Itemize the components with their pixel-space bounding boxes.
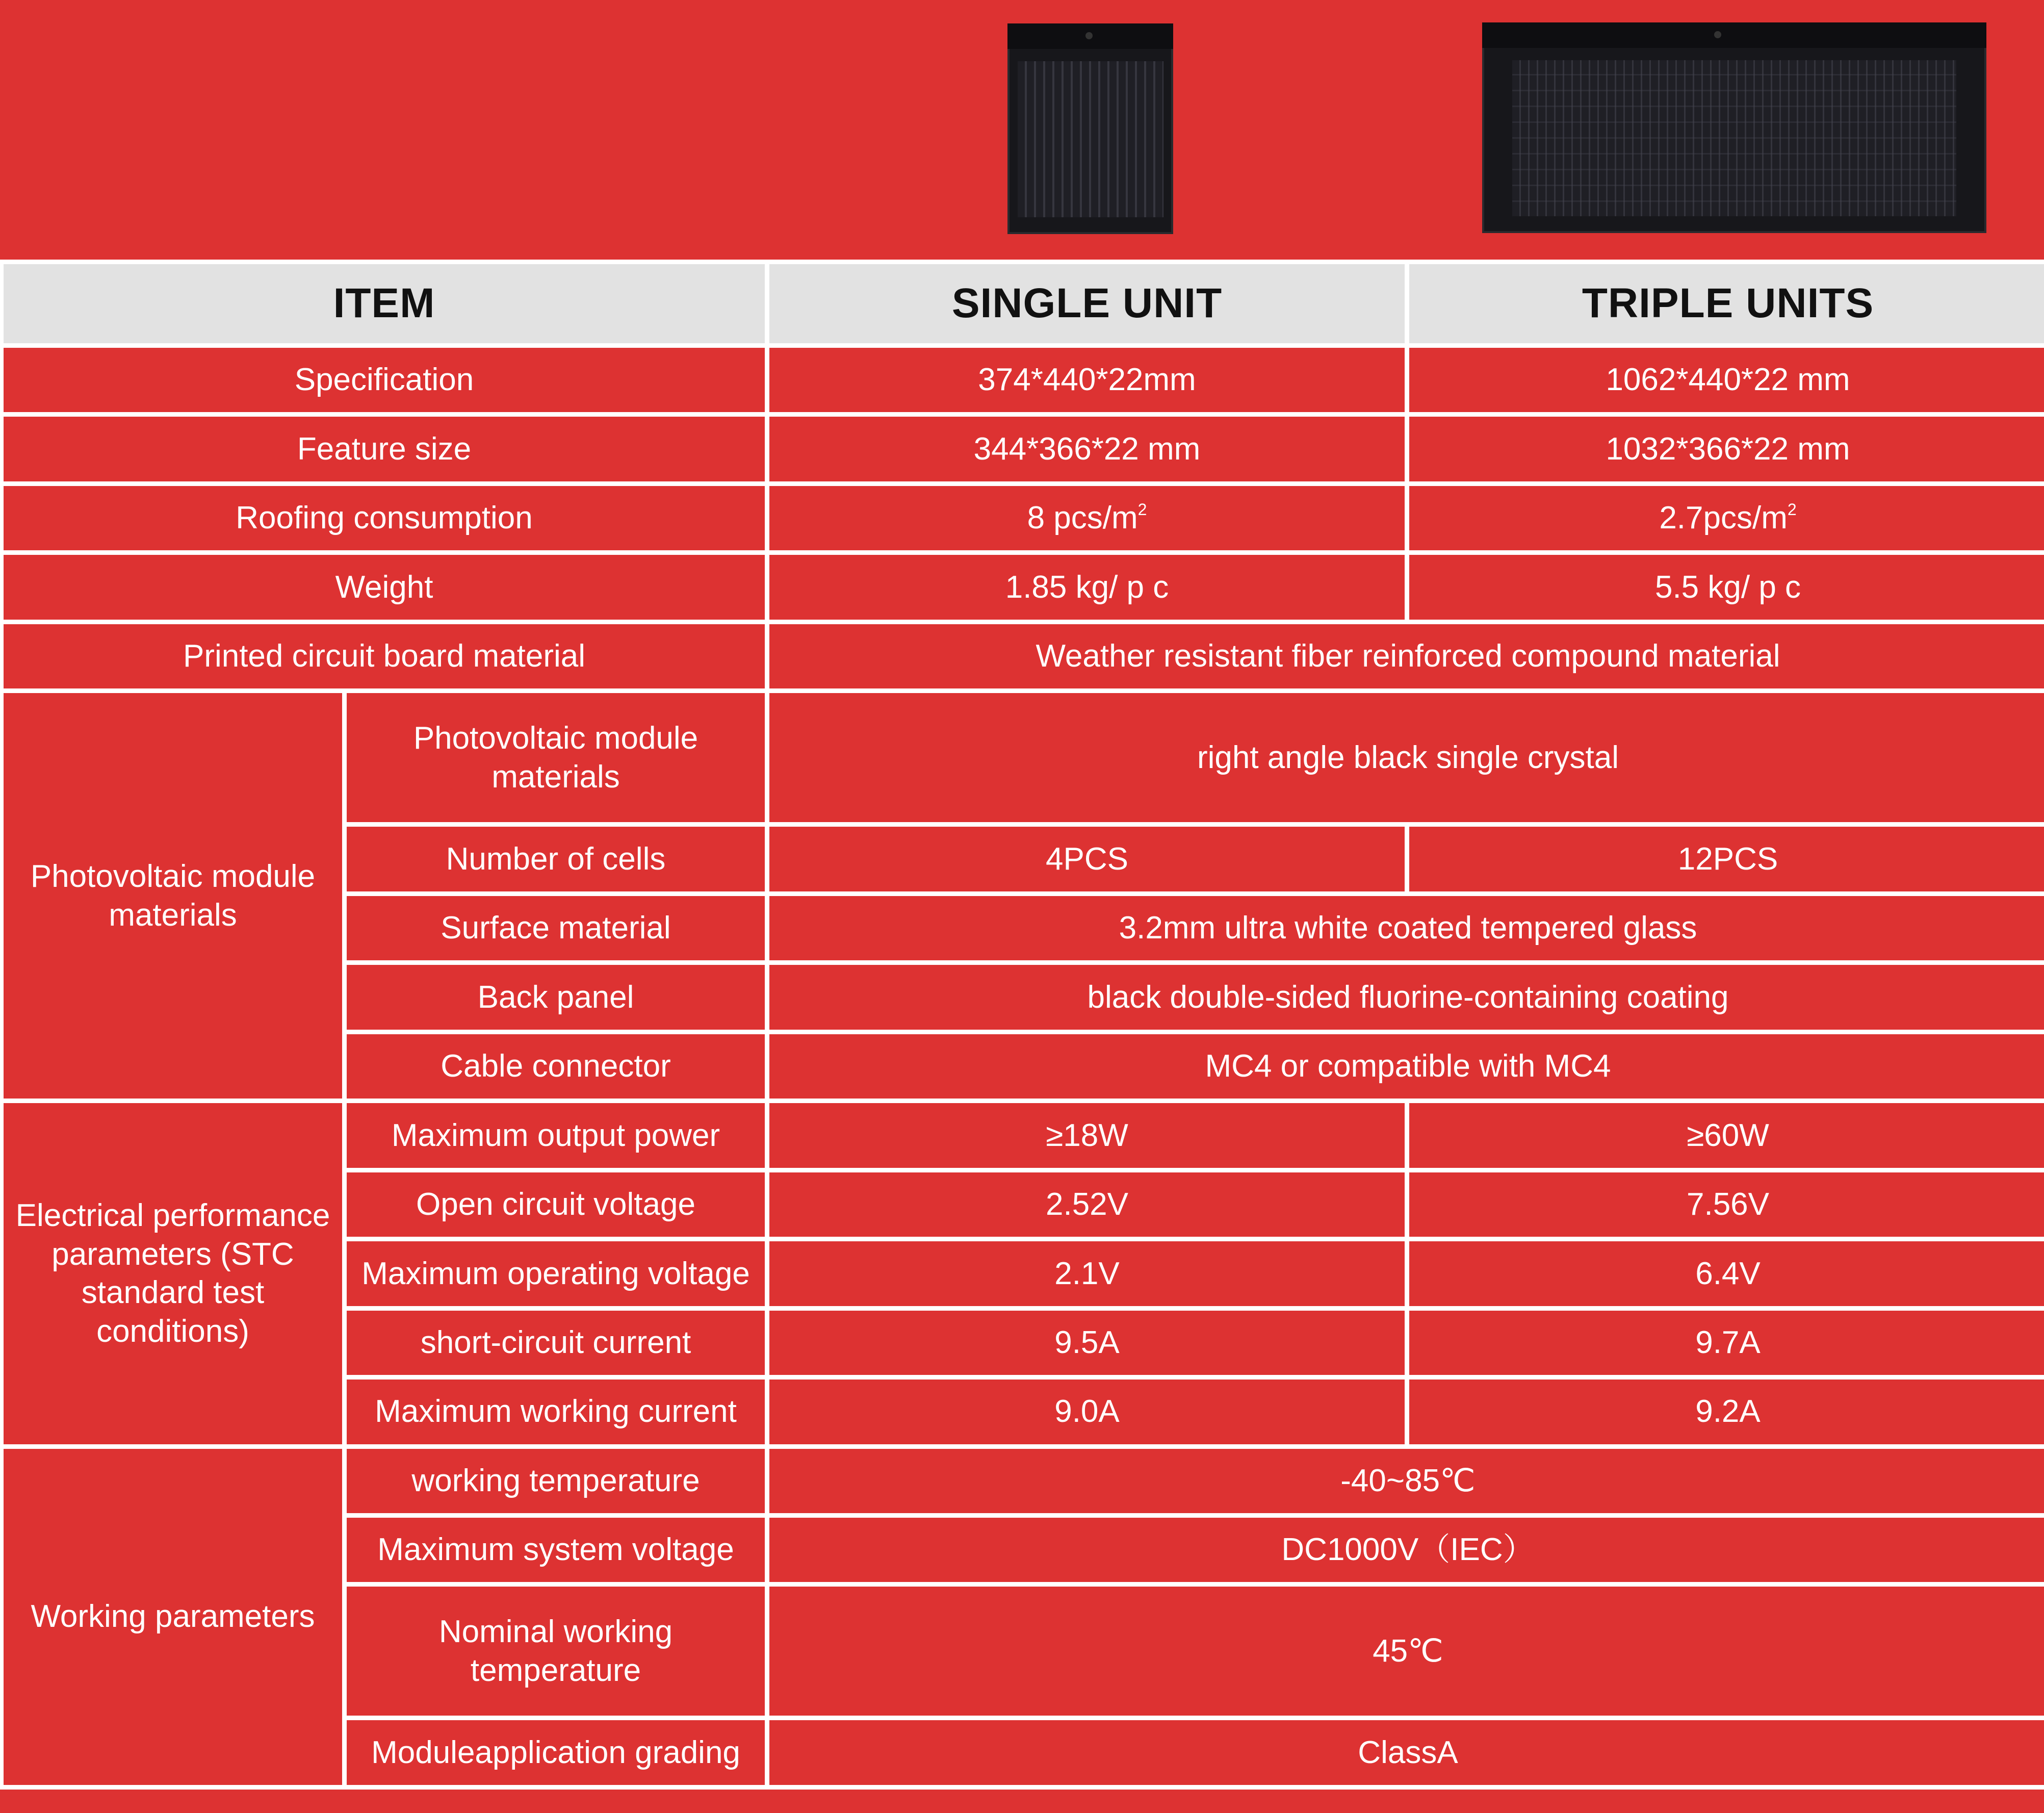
single-unit-product-image [1007, 23, 1173, 234]
row-label: Photovoltaic module materials [347, 693, 765, 822]
superscript: 2 [1137, 500, 1147, 519]
single-value [769, 486, 1405, 550]
single-value-text: 8 pcs/m [1027, 500, 1138, 536]
row-label: Number of cells [347, 827, 765, 891]
triple-units-product-image [1482, 22, 1986, 233]
shared-value: 3.2mm ultra white coated tempered glass [769, 896, 2044, 960]
row-label: Weight [4, 555, 765, 619]
triple-value: ≥60W [1409, 1103, 2044, 1167]
triple-value: 9.2A [1409, 1380, 2044, 1444]
triple-value [1409, 486, 2044, 550]
spec-table [0, 260, 2044, 1790]
shared-value: 45℃ [769, 1587, 2044, 1716]
triple-value: 7.56V [1409, 1172, 2044, 1237]
single-value: 2.52V [769, 1172, 1405, 1237]
row-label: Feature size [4, 417, 765, 481]
shared-value: Weather resistant fiber reinforced compound material [769, 624, 2044, 688]
table-row [4, 417, 2044, 481]
single-value: 4PCS [769, 827, 1405, 891]
row-label: Maximum output power [347, 1103, 765, 1167]
single-value: 9.5A [769, 1311, 1405, 1375]
table-row [4, 486, 2044, 550]
triple-value: 5.5 kg/ p c [1409, 555, 2044, 619]
shared-value: black double-sided fluorine-containing coating [769, 965, 2044, 1029]
row-label: Surface material [347, 896, 765, 960]
single-value: 2.1V [769, 1241, 1405, 1306]
header-triple-units: TRIPLE UNITS [1409, 264, 2044, 343]
shared-value: -40~85℃ [769, 1449, 2044, 1513]
row-label: working temperature [347, 1449, 765, 1513]
row-label: Maximum system voltage [347, 1518, 765, 1582]
table-row [4, 693, 2044, 822]
shared-value: right angle black single crystal [769, 693, 2044, 822]
table-row [4, 1103, 2044, 1167]
row-label: Roofing consumption [4, 486, 765, 550]
table-row [4, 348, 2044, 412]
row-label: Nominal working temperature [347, 1587, 765, 1716]
group-label-working: Working parameters [4, 1449, 342, 1785]
row-label: Moduleapplication grading [347, 1720, 765, 1785]
row-label: Maximum operating voltage [347, 1241, 765, 1306]
triple-value-text: 2.7pcs/m [1659, 500, 1788, 536]
group-label-electrical: Electrical performance parameters (STC standard test conditions) [4, 1103, 342, 1444]
single-value: ≥18W [769, 1103, 1405, 1167]
table-header-row [4, 264, 2044, 343]
triple-value: 1062*440*22 mm [1409, 348, 2044, 412]
triple-value: 9.7A [1409, 1311, 2044, 1375]
single-value: 1.85 kg/ p c [769, 555, 1405, 619]
table-row [4, 624, 2044, 688]
single-value: 9.0A [769, 1380, 1405, 1444]
single-value: 374*440*22mm [769, 348, 1405, 412]
row-label: Maximum working current [347, 1380, 765, 1444]
group-label-pv: Photovoltaic module materials [4, 693, 342, 1099]
table-row [4, 1449, 2044, 1513]
shared-value: DC1000V（IEC） [769, 1518, 2044, 1582]
row-label: short-circuit current [347, 1311, 765, 1375]
row-label: Specification [4, 348, 765, 412]
row-label: Cable connector [347, 1034, 765, 1099]
shared-value: ClassA [769, 1720, 2044, 1785]
row-label: Printed circuit board material [4, 624, 765, 688]
shared-value: MC4 or compatible with MC4 [769, 1034, 2044, 1099]
row-label: Back panel [347, 965, 765, 1029]
superscript: 2 [1787, 500, 1797, 519]
table-row [4, 555, 2044, 619]
triple-value: 12PCS [1409, 827, 2044, 891]
single-value: 344*366*22 mm [769, 417, 1405, 481]
row-label: Open circuit voltage [347, 1172, 765, 1237]
header-single-unit: SINGLE UNIT [769, 264, 1405, 343]
triple-value: 1032*366*22 mm [1409, 417, 2044, 481]
triple-value: 6.4V [1409, 1241, 2044, 1306]
header-item: ITEM [4, 264, 765, 343]
